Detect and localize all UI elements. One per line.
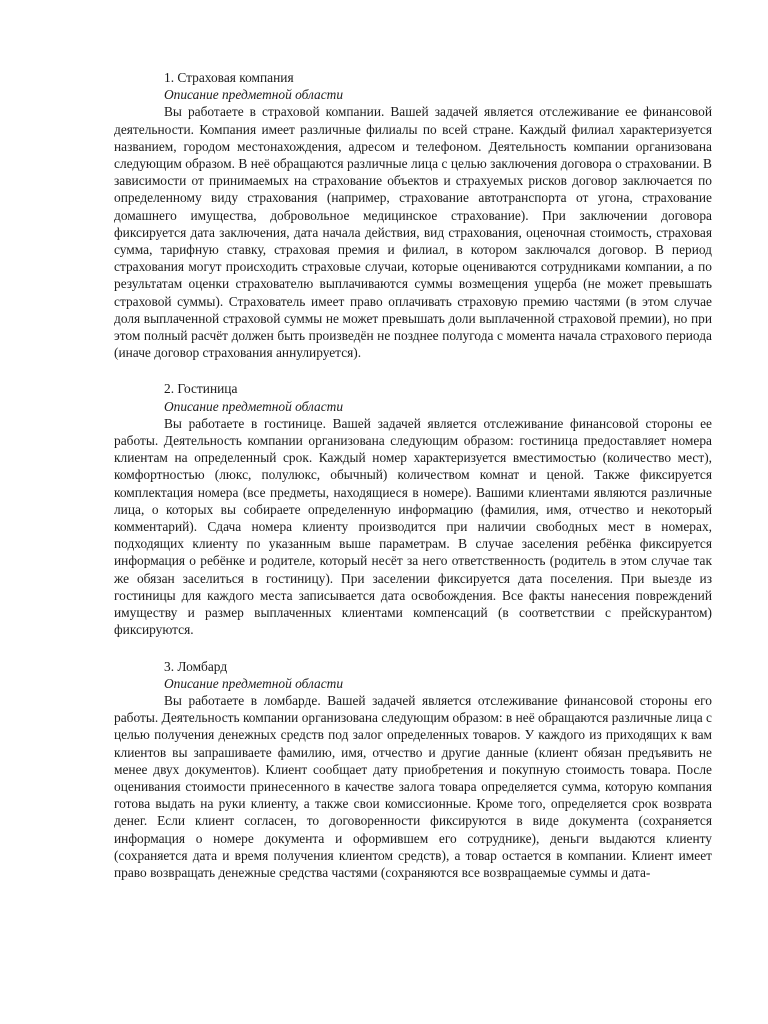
section-heading: 3. Ломбард [164, 658, 228, 674]
section-body: Вы работаете в гостинице. Вашей задачей является отслеживание финансовой стороны ее работы. Деятельность компании организована следующим образом: гостиница предоставляет номера клиентам на определенный срок. Каждый номер характеризуется вместимостью (количество мест), комфортностью (люкс, полулюкс, обычный) количеством комнат и ценой. Также фиксируется комплектация номера (все предметы, находящиеся в номере). Вашими клиентами являются различные лица, о которых вы собираете определенную информацию (фамилия, имя, отчество и некоторый комментарий). Сдача номера клиенту производится при наличии свободных мест в номерах, подходящих клиенту по указанным выше параметрам. В случае заселения ребёнка фиксируется информация о ребёнке и родителе, который несёт за него ответственность (родитель в этом случае так же обязан заселиться в гостиницу). При заселении фиксируется дата поселения. При выезде из гостиницы для каждого места записывается дата освобождения. Все факты нанесения повреждений имуществу и размер выплаченных клиентами компенсаций (в соответствии с прейскурантом) фиксируются. [114, 415, 712, 638]
section-body: Вы работаете в ломбарде. Вашей задачей является отслеживание финансовой стороны его работы. Деятельность компании организована следующим образом: в неё обращаются различные лица с целью получения денежных средств под залог определенных товаров. У каждого из приходящих к вам клиентов вы запрашиваете фамилию, имя, отчество и другие данные (клиент обязан предъявить не менее двух документов). Клиент сообщает дату приобретения и покупную стоимость товара. После оценивания стоимости принесенного в качестве залога товара определяется сумма, которую компания готова выдать на руки клиенту, а также свои комиссионные. Кроме того, определяется срок возврата денег. Если клиент согласен, то договоренности фиксируются в виде документа (сохраняется информация о номере документа и оформившем его сотруднике), деньги выдаются клиенту (сохраняется дата и время получения клиентом средств), а товар остается в компании. Клиент имеет право возвращать денежные средства частями (сохраняются все возвращаемые суммы и дата- [114, 692, 712, 880]
section-heading: 2. Гостиница [164, 381, 238, 397]
section-pawnshop [114, 658, 712, 882]
section-hotel [114, 380, 712, 638]
section-insurance-company [114, 69, 712, 361]
section-subheading: Описание предметной области [164, 87, 344, 103]
document-page [114, 69, 712, 900]
section-heading: 1. Страховая компания [164, 70, 294, 85]
section-subheading: Описание предметной области [164, 675, 344, 691]
section-body: Вы работаете в страховой компании. Вашей задачей является отслеживание ее финансовой деятельности. Компания имеет различные филиалы по всей стране. Каждый филиал характеризуется названием, городом местонахождения, адресом и телефоном. Деятельность компании организована следующим образом. В неё обращаются различные лица с целью заключения договора о страховании. В зависимости от принимаемых на страхование объектов и страхуемых рисков договор заключается по определенному виду страхования (например, страхование автотранспорта от угона, страхование домашнего имущества, добровольное медицинское страхование). При заключении договора фиксируется дата заключения, дата начала действия, вид страхования, оценочная стоимость, страховая сумма, тарифную ставку, страховая премия и филиал, в котором заключался договор. В период страхования могут происходить страховые случаи, которые оцениваются сотрудниками компании, а по результатам оценки страхователю выплачиваются суммы возмещения ущерба (не может превышать страховой суммы). Страхователь имеет право оплачивать страховую премию частями (в этом случае доля выплаченной страховой суммы не может превышать доли выплаченной страховой премии), но при этом полный расчёт должен быть произведён не позднее полугода с момента начала страхового периода (иначе договор страхования аннулируется). [114, 104, 712, 361]
section-subheading: Описание предметной области [164, 398, 344, 414]
